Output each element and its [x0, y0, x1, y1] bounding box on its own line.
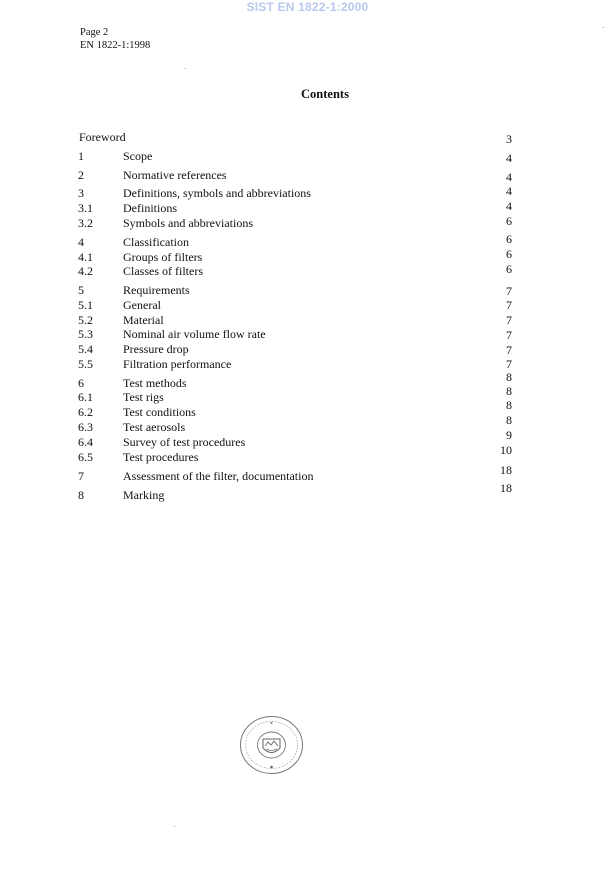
toc-entry-title: Symbols and abbreviations	[123, 216, 253, 230]
toc-entry-page: 4	[506, 170, 512, 184]
toc-entry-page: 8	[506, 398, 512, 412]
toc-entry-page: 4	[506, 199, 512, 213]
toc-entry-number: 3.1	[78, 201, 93, 215]
toc-entry	[0, 201, 615, 217]
page-number: Page 2	[80, 27, 109, 38]
toc-entry	[0, 342, 615, 358]
toc-entry-number: 5.3	[78, 327, 93, 341]
toc-entry-title: Classes of filters	[123, 264, 203, 278]
toc-entry-number: 8	[78, 488, 84, 502]
page-header	[80, 27, 150, 52]
toc-entry-number: 5.2	[78, 313, 93, 327]
toc-entry-title: Material	[123, 313, 164, 327]
toc-entry-number: 6.3	[78, 420, 93, 434]
toc-entry-number: 4.2	[78, 264, 93, 278]
toc-entry-page: 7	[506, 343, 512, 357]
toc-entry-page: 7	[506, 357, 512, 371]
toc-entry-title: General	[123, 298, 161, 312]
toc-entry-number: 6.1	[78, 390, 93, 404]
toc-entry-number: 5.4	[78, 342, 93, 356]
document-id: EN 1822-1:1998	[80, 39, 151, 51]
toc-entry-page: 6	[506, 262, 512, 276]
toc-entry-number: 4	[78, 235, 84, 249]
toc-entry	[0, 168, 615, 184]
toc-entry-number: 5.1	[78, 298, 93, 312]
toc-entry-page: 6	[506, 232, 512, 246]
toc-entry-title: Test rigs	[123, 390, 164, 404]
toc-entry-page: 7	[506, 328, 512, 342]
toc-entry-title: Definitions	[123, 201, 177, 215]
toc-entry	[0, 327, 615, 343]
toc-entry-number: 6	[78, 376, 84, 390]
toc-entry-title: Test conditions	[123, 405, 196, 419]
toc-entry-page: 18	[500, 463, 512, 477]
toc-entry	[0, 428, 615, 451]
toc-entry-number: 3	[78, 186, 84, 200]
toc-entry-title: Test aerosols	[123, 420, 186, 434]
toc-entry-title: Nominal air volume flow rate	[123, 327, 266, 341]
toc-entry-page: 3	[506, 132, 512, 146]
toc-entry-page: 6	[506, 214, 512, 228]
toc-entry	[0, 216, 615, 232]
toc-entry-number: 7	[78, 469, 84, 483]
toc-entry-title: Groups of filters	[123, 250, 203, 264]
toc-entry	[0, 232, 615, 251]
toc-entry	[0, 398, 615, 421]
toc-entry	[0, 264, 615, 280]
toc-entry	[0, 413, 615, 436]
toc-entry-title: Requirements	[123, 283, 190, 297]
toc-entry-page: 7	[506, 313, 512, 327]
toc-entry-title: Normative references	[123, 168, 227, 182]
toc-entry-title: Assessment of the filter, documentation	[123, 469, 314, 483]
toc-entry-number: 6.4	[78, 435, 93, 449]
toc-entry-page: 4	[506, 151, 512, 165]
toc-entry	[0, 186, 615, 202]
toc-entry-page: 4	[506, 184, 512, 198]
toc-entry-number: 5.5	[78, 357, 93, 371]
toc-entry-number: 6.2	[78, 405, 93, 419]
toc-entry-page: 18	[500, 481, 512, 495]
toc-entry-number: 6.5	[78, 450, 93, 464]
toc-entry-title: Filtration performance	[123, 357, 232, 371]
toc-entry-page: 10	[500, 443, 512, 457]
toc-entry	[0, 130, 615, 146]
toc-entry	[0, 463, 615, 485]
toc-entry	[0, 283, 615, 299]
toc-entry-title: Definitions, symbols and abbreviations	[123, 186, 311, 200]
toc-entry-page: 8	[506, 413, 512, 427]
toc-entry	[0, 443, 615, 466]
toc-entry-number: 4.1	[78, 250, 93, 264]
toc-entry-number: 5	[78, 283, 84, 297]
toc-entry-number: 1	[78, 149, 84, 163]
toc-entry-title: Marking	[123, 488, 165, 502]
watermark: SIST EN 1822-1:2000	[246, 0, 369, 14]
toc-entry-title: Scope	[123, 149, 153, 163]
toc-entry	[0, 149, 615, 165]
toc-entry	[0, 357, 615, 373]
toc-entry	[0, 481, 615, 504]
toc-entry-page: 7	[506, 284, 512, 298]
toc-entry-page: 8	[506, 370, 512, 384]
toc-entry-title: Test methods	[123, 376, 187, 390]
toc-entry-number: 3.2	[78, 216, 93, 230]
toc-entry-number: 2	[78, 168, 84, 182]
toc-entry-page: 8	[506, 384, 512, 398]
toc-entry-title: Test procedures	[123, 450, 199, 464]
toc-entry-page: 6	[506, 247, 512, 261]
toc-entry	[0, 298, 615, 314]
toc-entry-page: 9	[506, 428, 512, 442]
toc-entry-title: Foreword	[79, 130, 126, 144]
toc-entry	[0, 384, 615, 406]
official-stamp-icon	[239, 715, 304, 775]
toc-entry-page: 7	[506, 298, 512, 312]
toc-entry-title: Classification	[123, 235, 189, 249]
toc-entry-title: Pressure drop	[123, 342, 189, 356]
contents-title: Contents	[301, 87, 349, 101]
toc-entry-title: Survey of test procedures	[123, 435, 246, 449]
